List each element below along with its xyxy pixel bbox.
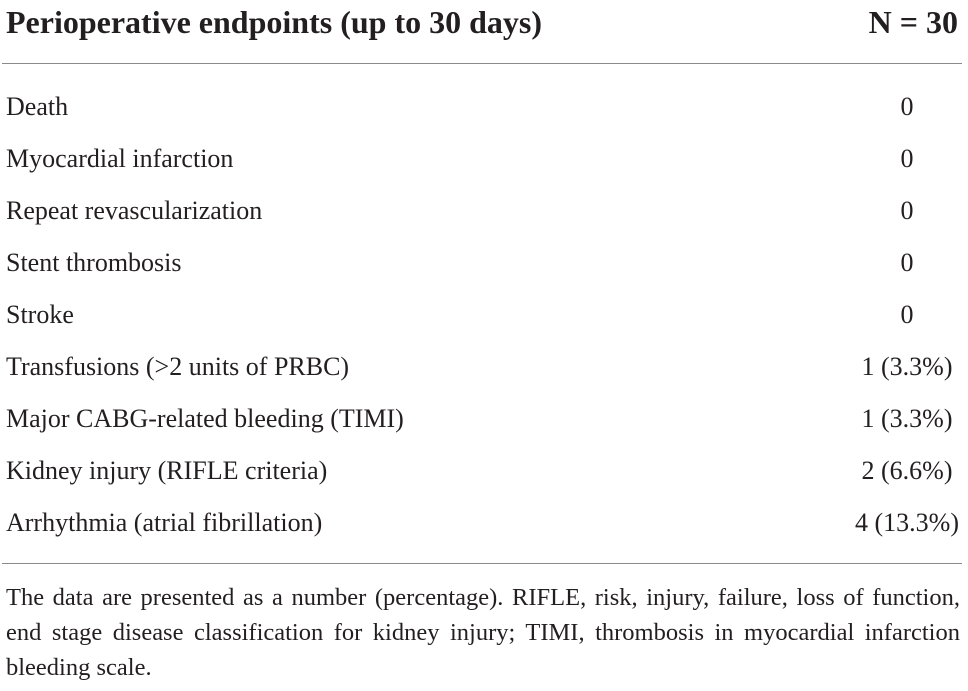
table-row [0,506,962,558]
header-divider [2,63,962,64]
row-value: 0 [900,248,914,277]
row-label: Kidney injury (RIFLE criteria) [6,456,328,485]
row-value: 0 [900,196,914,225]
row-label: Stroke [6,300,74,329]
row-label: Major CABG-related bleeding (TIMI) [6,404,404,433]
row-value: 2 (6.6%) [861,456,953,485]
table-row [0,350,962,402]
row-label: Stent thrombosis [6,248,182,277]
row-label: Myocardial infarction [6,144,234,173]
row-label: Repeat revascularization [6,196,263,225]
row-value: 0 [900,144,914,173]
table-row [0,402,962,454]
row-label: Arrhythmia (atrial fibrillation) [6,508,323,537]
row-value: 0 [900,300,914,329]
header-n-label: N = 30 [868,4,958,40]
table-row [0,90,962,142]
table-row [0,246,962,298]
row-value: 0 [900,92,914,121]
header-endpoint-label: Perioperative endpoints (up to 30 days) [6,4,542,40]
row-value: 1 (3.3%) [861,404,953,433]
row-label: Transfusions (>2 units of PRBC) [6,352,350,381]
table-footnote: The data are presented as a number (percentage). RIFLE, risk, injury, failure, loss of function, end stage disease classification for kidney injury; TIMI, thrombosis in myocardial infarction bleeding scale. [6,584,960,681]
row-label: Death [6,92,69,121]
table-row [0,454,962,506]
table-header-row [0,0,962,50]
row-value: 4 (13.3%) [855,508,959,537]
footer-divider [2,563,962,564]
table-row [0,298,962,350]
table-row [0,142,962,194]
table-row [0,194,962,246]
row-value: 1 (3.3%) [861,352,953,381]
